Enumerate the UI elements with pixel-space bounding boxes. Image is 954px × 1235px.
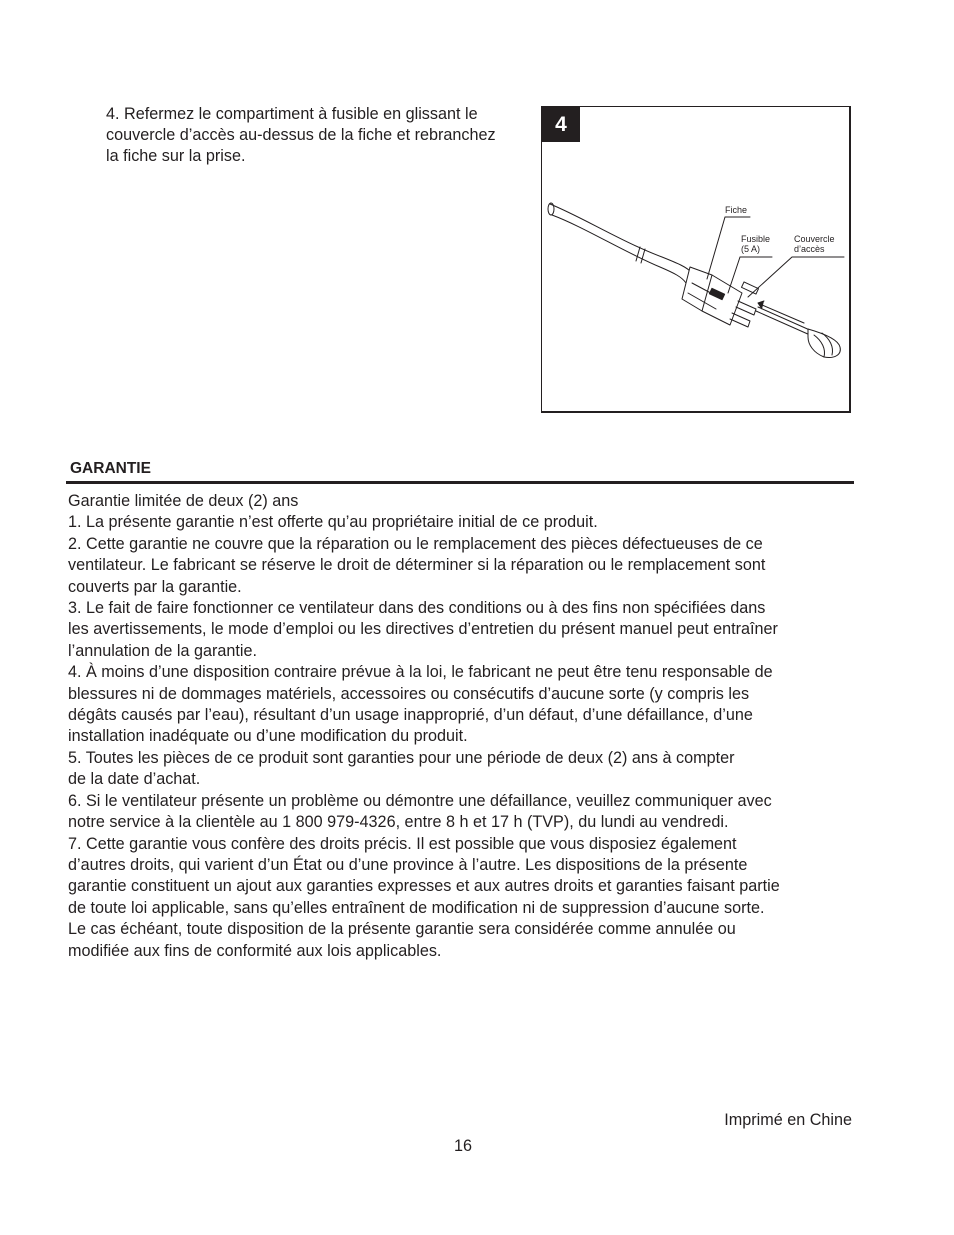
- warranty-body: [68, 491, 858, 962]
- warranty-line: notre service à la clientèle au 1 800 979-4326, entre 8 h et 17 h (TVP), du lundi au vendredi.: [68, 813, 729, 832]
- warranty-line: blessures ni de dommages matériels, accessoires ou consécutifs d’aucune sorte (y compris les: [68, 684, 750, 703]
- warranty-line: 1. La présente garantie n’est offerte qu’au propriétaire initial de ce produit.: [68, 513, 598, 532]
- warranty-line: Garantie limitée de deux (2) ans: [68, 492, 299, 510]
- warranty-line: 7. Cette garantie vous confère des droits précis. Il est possible que vous disposiez également: [68, 834, 737, 853]
- warranty-line: d’autres droits, qui varient d’un État ou d’une province à l’autre. Les dispositions de la présente: [68, 855, 748, 874]
- warranty-heading: GARANTIE: [70, 460, 151, 477]
- warranty-line: 5. Toutes les pièces de ce produit sont garanties pour une période de deux (2) ans à compter: [68, 748, 735, 767]
- heading-rule: [66, 481, 854, 484]
- warranty-line: garantie constituent un ajout aux garanties expresses et aux autres droits et garanties faisant partie: [68, 877, 780, 896]
- step-instruction: [106, 104, 536, 167]
- warranty-line: modifiée aux fins de conformité aux lois applicables.: [68, 941, 442, 960]
- insert-arrow: [762, 305, 804, 323]
- warranty-line: 3. Le fait de faire fonctionner ce ventilateur dans des conditions ou à des fins non spécifiées dans: [68, 599, 766, 618]
- warranty-line: l’annulation de la garantie.: [68, 641, 257, 660]
- leader-fuse: [728, 257, 772, 293]
- cord-edge: [552, 215, 686, 283]
- callout-cover: Couvercle d’accès: [794, 234, 835, 254]
- imprint-note: Imprimé en Chine: [724, 1111, 852, 1129]
- plug-illustration: [542, 107, 852, 414]
- page-number: 16: [453, 1137, 472, 1155]
- callout-plug: Fiche: [725, 205, 748, 215]
- step-line: la fiche sur la prise.: [106, 147, 246, 165]
- step-line: 4. Refermez le compartiment à fusible en glissant le: [106, 105, 478, 123]
- cord: [550, 204, 692, 273]
- warranty-line: couverts par la garantie.: [68, 577, 242, 596]
- callout-fuse: Fusible (5 A): [741, 234, 771, 254]
- warranty-line: 2. Cette garantie ne couvre que la réparation ou le remplacement des pièces défectueuses de ce: [68, 534, 763, 553]
- screwdriver-shaft: [756, 311, 810, 335]
- warranty-line: installation inadéquate ou d’une modification du produit.: [68, 727, 468, 746]
- warranty-line: 6. Si le ventilateur présente un problème ou démontre une défaillance, veuillez communiquer avec: [68, 791, 772, 810]
- warranty-line: Le cas échéant, toute disposition de la présente garantie sera considérée comme annulée ou: [68, 920, 736, 939]
- prong: [736, 301, 756, 315]
- figure-fuse-replacement: [541, 106, 851, 413]
- warranty-line: dégâts causés par l’eau), résultant d’un usage inapproprié, d’un défaut, d’une défaillance, d’une: [68, 706, 753, 725]
- warranty-line: de toute loi applicable, sans qu’elles entraînent de modification ni de suppression d’aucune sorte.: [68, 898, 765, 917]
- figure-number: 4: [542, 107, 580, 142]
- step-line: couvercle d’accès au-dessus de la fiche et rebranchez: [106, 126, 496, 144]
- warranty-line: de la date d’achat.: [68, 770, 201, 789]
- warranty-line: ventilateur. Le fabricant se réserve le droit de déterminer si la réparation ou le remplacement sont: [68, 556, 766, 575]
- warranty-line: les avertissements, le mode d’emploi ou les directives d’entretien du présent manuel peut entraîner: [68, 620, 778, 639]
- leader-cover: [748, 257, 844, 297]
- fuse: [741, 282, 758, 294]
- warranty-line: 4. À moins d’une disposition contraire prévue à la loi, le fabricant ne peut être tenu responsable de: [68, 663, 773, 682]
